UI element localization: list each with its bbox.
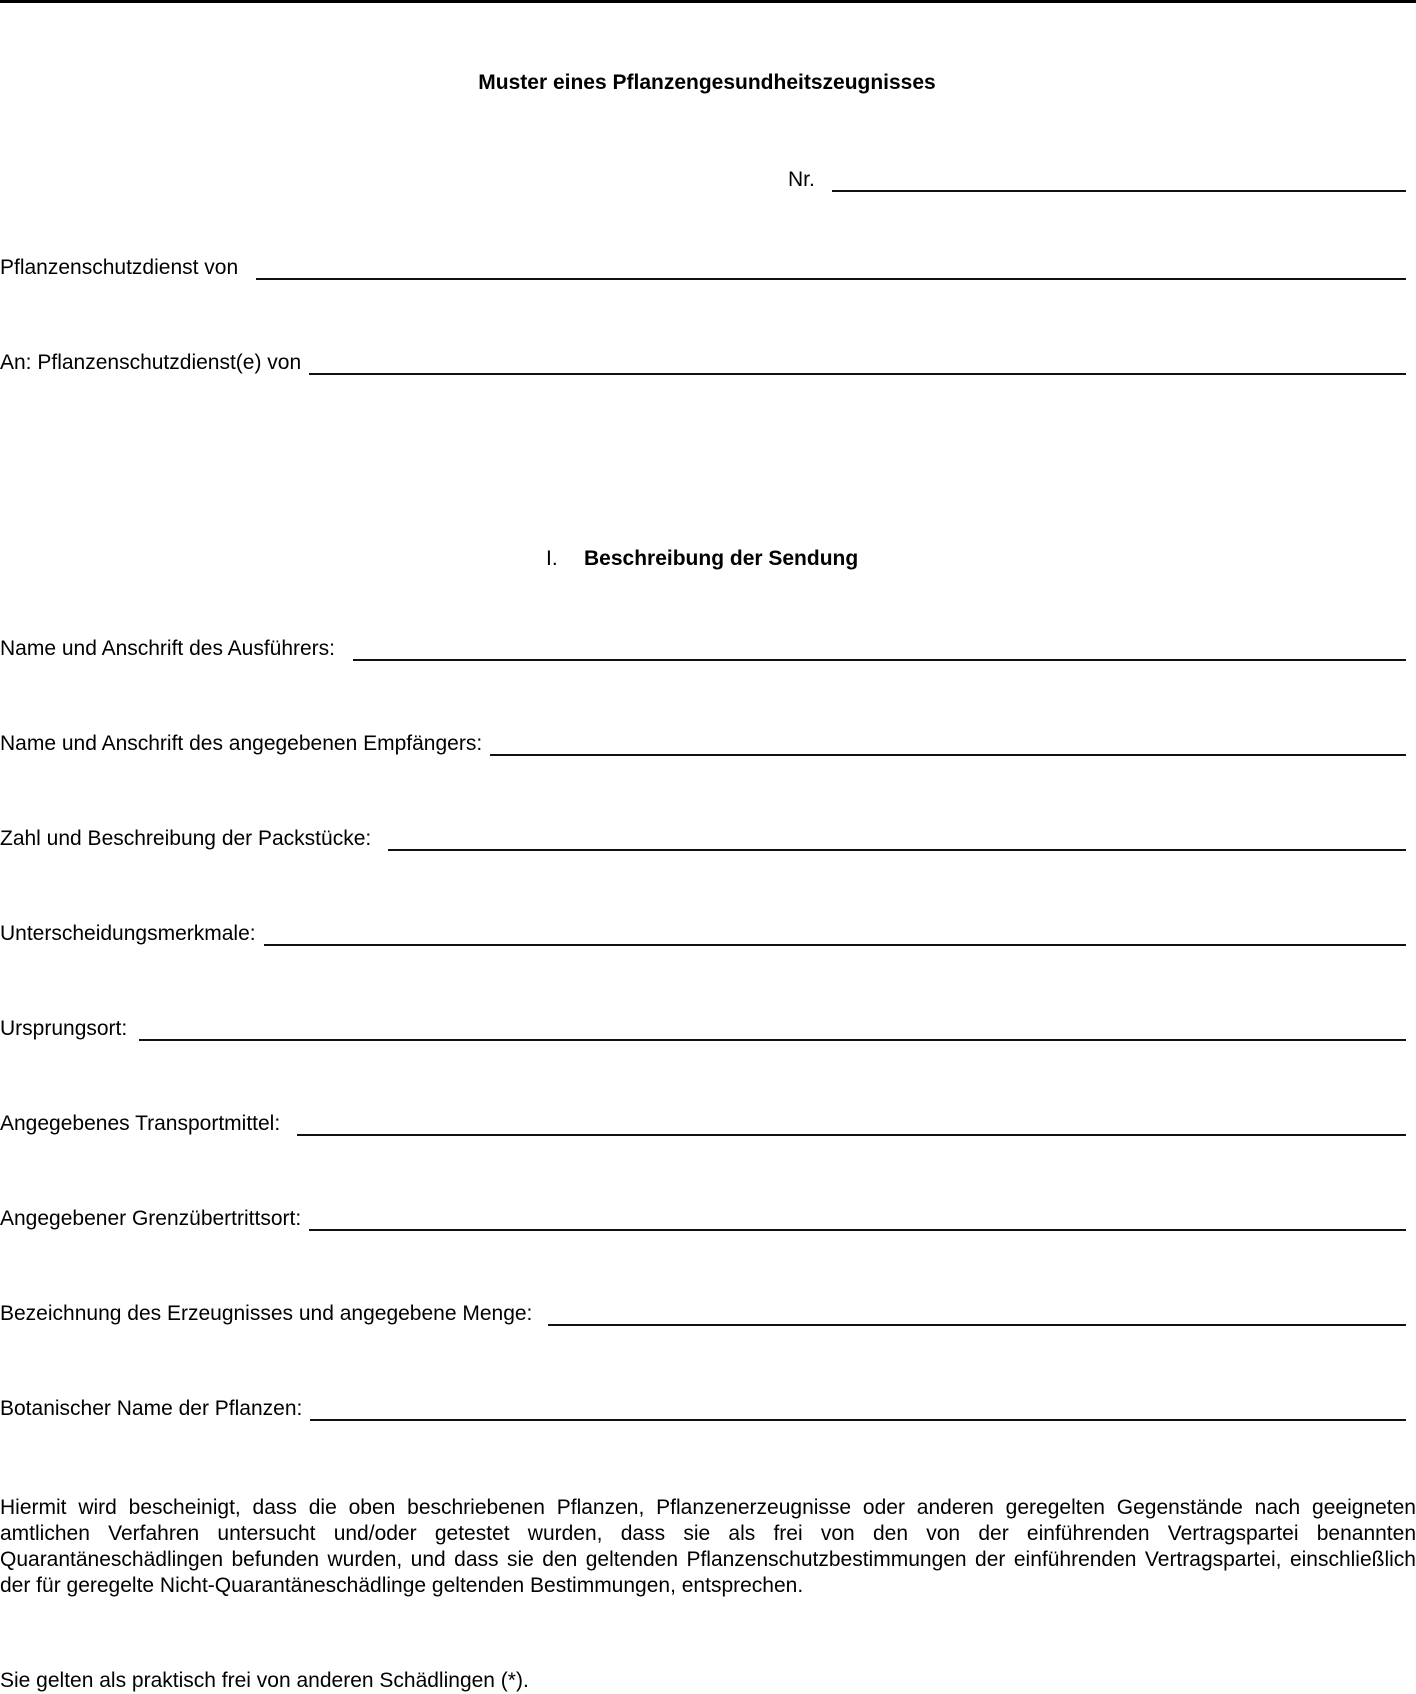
botanical-name-field	[0, 1395, 1406, 1421]
certificate-number-input[interactable]	[832, 168, 1406, 192]
exporter-label: Name und Anschrift des Ausführers:	[0, 637, 336, 660]
certification-paragraph: Hiermit wird bescheinigt, dass die oben beschriebenen Pflanzen, Pflanzenerzeugnisse oder anderen geregelten Gegenstände nach geeigneten amtlichen Verfahren untersucht und/oder getestet wurden, dass sie als frei von den von der einführenden Vertragspartei benannten Quarantäneschädlingen befunden wurden, und dass sie den geltenden Pflanzenschutzbestimmungen der einführenden Vertragspartei, einschließlich der für geregelte Nicht-Quarantäneschädlinge geltenden Bestimmungen, entsprechen.	[0, 1496, 1416, 1597]
certificate-number-label: Nr.	[788, 168, 815, 191]
top-border-rule	[0, 0, 1416, 3]
point-of-entry-input[interactable]	[309, 1207, 1406, 1231]
packages-input[interactable]	[388, 827, 1406, 851]
section-heading	[546, 547, 858, 571]
place-of-origin-input[interactable]	[139, 1017, 1406, 1041]
packages-label: Zahl und Beschreibung der Packstücke:	[0, 827, 372, 850]
botanical-name-input[interactable]	[310, 1397, 1406, 1421]
certificate-number-field	[788, 166, 1406, 192]
consignee-input[interactable]	[490, 732, 1406, 756]
distinguishing-marks-field	[0, 920, 1406, 946]
exporter-field	[0, 635, 1406, 661]
distinguishing-marks-label: Unterscheidungsmerkmale:	[0, 922, 256, 945]
place-of-origin-label: Ursprungsort:	[0, 1017, 128, 1040]
point-of-entry-field	[0, 1205, 1406, 1231]
botanical-name-label: Botanischer Name der Pflanzen:	[0, 1397, 303, 1420]
consignee-field	[0, 730, 1406, 756]
recipient-service-input[interactable]	[309, 351, 1406, 375]
recipient-service-field	[0, 349, 1406, 375]
means-of-conveyance-field	[0, 1110, 1406, 1136]
closing-statement: Sie gelten als praktisch frei von anderen Schädlingen (*).	[0, 1669, 529, 1692]
packages-field	[0, 825, 1406, 851]
issuing-service-input[interactable]	[256, 256, 1406, 280]
issuing-service-label: Pflanzenschutzdienst von	[0, 256, 239, 279]
means-of-conveyance-label: Angegebenes Transportmittel:	[0, 1112, 281, 1135]
recipient-service-label: An: Pflanzenschutzdienst(e) von	[0, 351, 302, 374]
point-of-entry-label: Angegebener Grenzübertrittsort:	[0, 1207, 302, 1230]
consignee-label: Name und Anschrift des angegebenen Empfängers:	[0, 732, 483, 755]
document-title-text: Muster eines Pflanzengesundheitszeugnisses	[478, 71, 936, 94]
document-title	[0, 71, 1416, 95]
section-number: I.	[546, 547, 558, 570]
produce-quantity-input[interactable]	[548, 1302, 1406, 1326]
produce-quantity-field	[0, 1300, 1406, 1326]
distinguishing-marks-input[interactable]	[264, 922, 1406, 946]
produce-quantity-label: Bezeichnung des Erzeugnisses und angegebene Menge:	[0, 1302, 533, 1325]
exporter-input[interactable]	[353, 637, 1406, 661]
issuing-service-field	[0, 254, 1406, 280]
section-title: Beschreibung der Sendung	[584, 547, 859, 570]
means-of-conveyance-input[interactable]	[297, 1112, 1406, 1136]
place-of-origin-field	[0, 1015, 1406, 1041]
